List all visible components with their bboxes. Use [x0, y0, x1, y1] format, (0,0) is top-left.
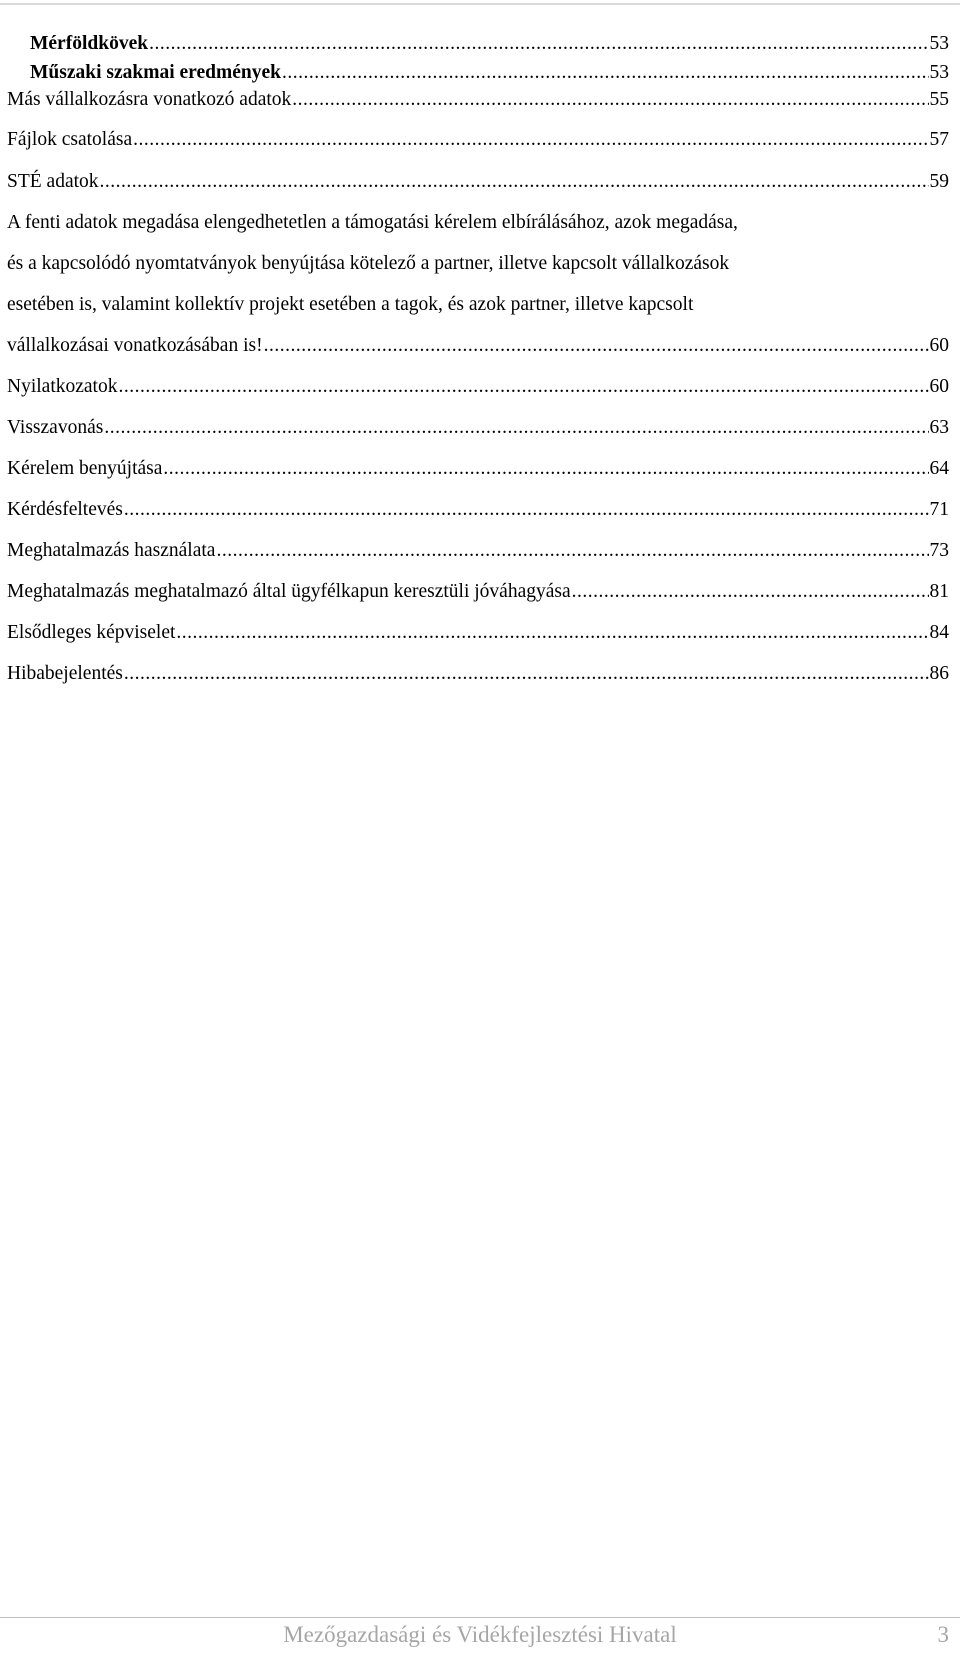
footer-page-number: 3 — [937, 1622, 949, 1647]
toc-entry-meghatalmazas-jovahagyasa[interactable] — [7, 578, 949, 606]
toc-dot-leader — [176, 619, 928, 647]
toc-entry-visszavonas[interactable] — [7, 414, 949, 442]
toc-entry-page: 57 — [929, 129, 949, 150]
toc-entry-ste-adatok[interactable] — [7, 168, 949, 196]
toc-entry-label: STÉ adatok — [7, 171, 99, 192]
toc-entry-page: 55 — [929, 89, 949, 110]
toc-paragraph-line: A fenti adatok megadása elengedhetetlen a támogatási kérelem elbírálásához, azok megadása, — [7, 212, 738, 233]
toc-entry-label: Hibabejelentés — [7, 663, 123, 684]
footer-organization: Mezőgazdasági és Vidékfejlesztési Hivatal — [283, 1622, 677, 1647]
toc-entry-page: 53 — [929, 62, 949, 83]
toc-entry-paragraph-end[interactable] — [7, 332, 949, 360]
footer-rule — [0, 1617, 960, 1618]
toc-entry-hibabejelentes[interactable] — [7, 660, 949, 688]
toc-entry-label: Visszavonás — [7, 417, 104, 438]
toc-dot-leader — [149, 30, 928, 58]
toc-entry-label: Más vállalkozásra vonatkozó adatok — [7, 89, 292, 110]
toc-dot-leader — [100, 168, 929, 196]
toc-dot-leader — [118, 373, 928, 401]
toc-entry-page: 60 — [929, 376, 949, 397]
toc-entry-page: 86 — [929, 663, 949, 684]
toc-entry-label: Műszaki szakmai eredmények — [30, 62, 281, 83]
toc-entry-elsodleges-kepviselet[interactable] — [7, 619, 949, 647]
toc-dot-leader — [282, 59, 929, 87]
toc-entry-page: 64 — [929, 458, 949, 479]
toc-entry-page: 59 — [929, 171, 949, 192]
toc-entry-page: 81 — [929, 581, 949, 602]
toc-dot-leader — [104, 414, 928, 442]
toc-entry-page: 53 — [929, 33, 949, 54]
toc-entry-label: Kérelem benyújtása — [7, 458, 163, 479]
toc-dot-leader — [572, 578, 929, 606]
toc-dot-leader — [216, 537, 928, 565]
toc-dot-leader — [133, 126, 928, 154]
toc-entry-kerdesfeltevés[interactable] — [7, 496, 949, 524]
toc-entry-page: 84 — [929, 622, 949, 643]
toc-entry-page: 71 — [929, 499, 949, 520]
toc-entry-label: Nyilatkozatok — [7, 376, 118, 397]
toc-dot-leader — [124, 496, 929, 524]
toc-dot-leader — [163, 455, 928, 483]
toc-entry-label: vállalkozásai vonatkozásában is! — [7, 335, 263, 356]
toc-dot-leader — [124, 660, 929, 688]
toc-entry-nyilatkozatok[interactable] — [7, 373, 949, 401]
toc-entry-label: Elsődleges képviselet — [7, 622, 176, 643]
toc-entry-fajlok-csatolasa[interactable] — [7, 126, 949, 154]
toc-entry-muszaki-szakmai-eredmenyek[interactable] — [30, 59, 949, 87]
toc-entry-merfoldkovek[interactable] — [30, 30, 949, 58]
toc-entry-label: Mérföldkövek — [30, 33, 149, 54]
toc-entry-page: 60 — [929, 335, 949, 356]
page-top-rule — [0, 3, 960, 5]
toc-paragraph-line: és a kapcsolódó nyomtatványok benyújtása kötelező a partner, illetve kapcsolt vállalkozások — [7, 253, 730, 274]
toc-dot-leader — [264, 332, 929, 360]
toc-entry-page: 73 — [929, 540, 949, 561]
toc-entry-mas-vallalkozasra[interactable] — [7, 86, 949, 114]
toc-entry-page: 63 — [929, 417, 949, 438]
toc-entry-kerelem-benyujtasa[interactable] — [7, 455, 949, 483]
toc-dot-leader — [292, 86, 928, 114]
toc-paragraph-line: esetében is, valamint kollektív projekt esetében a tagok, és azok partner, illetve kapcsolt — [7, 294, 694, 315]
toc-entry-label: Meghatalmazás meghatalmazó által ügyfélkapun keresztüli jóváhagyása — [7, 581, 571, 602]
toc-entry-label: Kérdésfeltevés — [7, 499, 123, 520]
toc-entry-meghatalmazas-hasznalata[interactable] — [7, 537, 949, 565]
toc-entry-label: Meghatalmazás használata — [7, 540, 216, 561]
toc-entry-label: Fájlok csatolása — [7, 129, 133, 150]
